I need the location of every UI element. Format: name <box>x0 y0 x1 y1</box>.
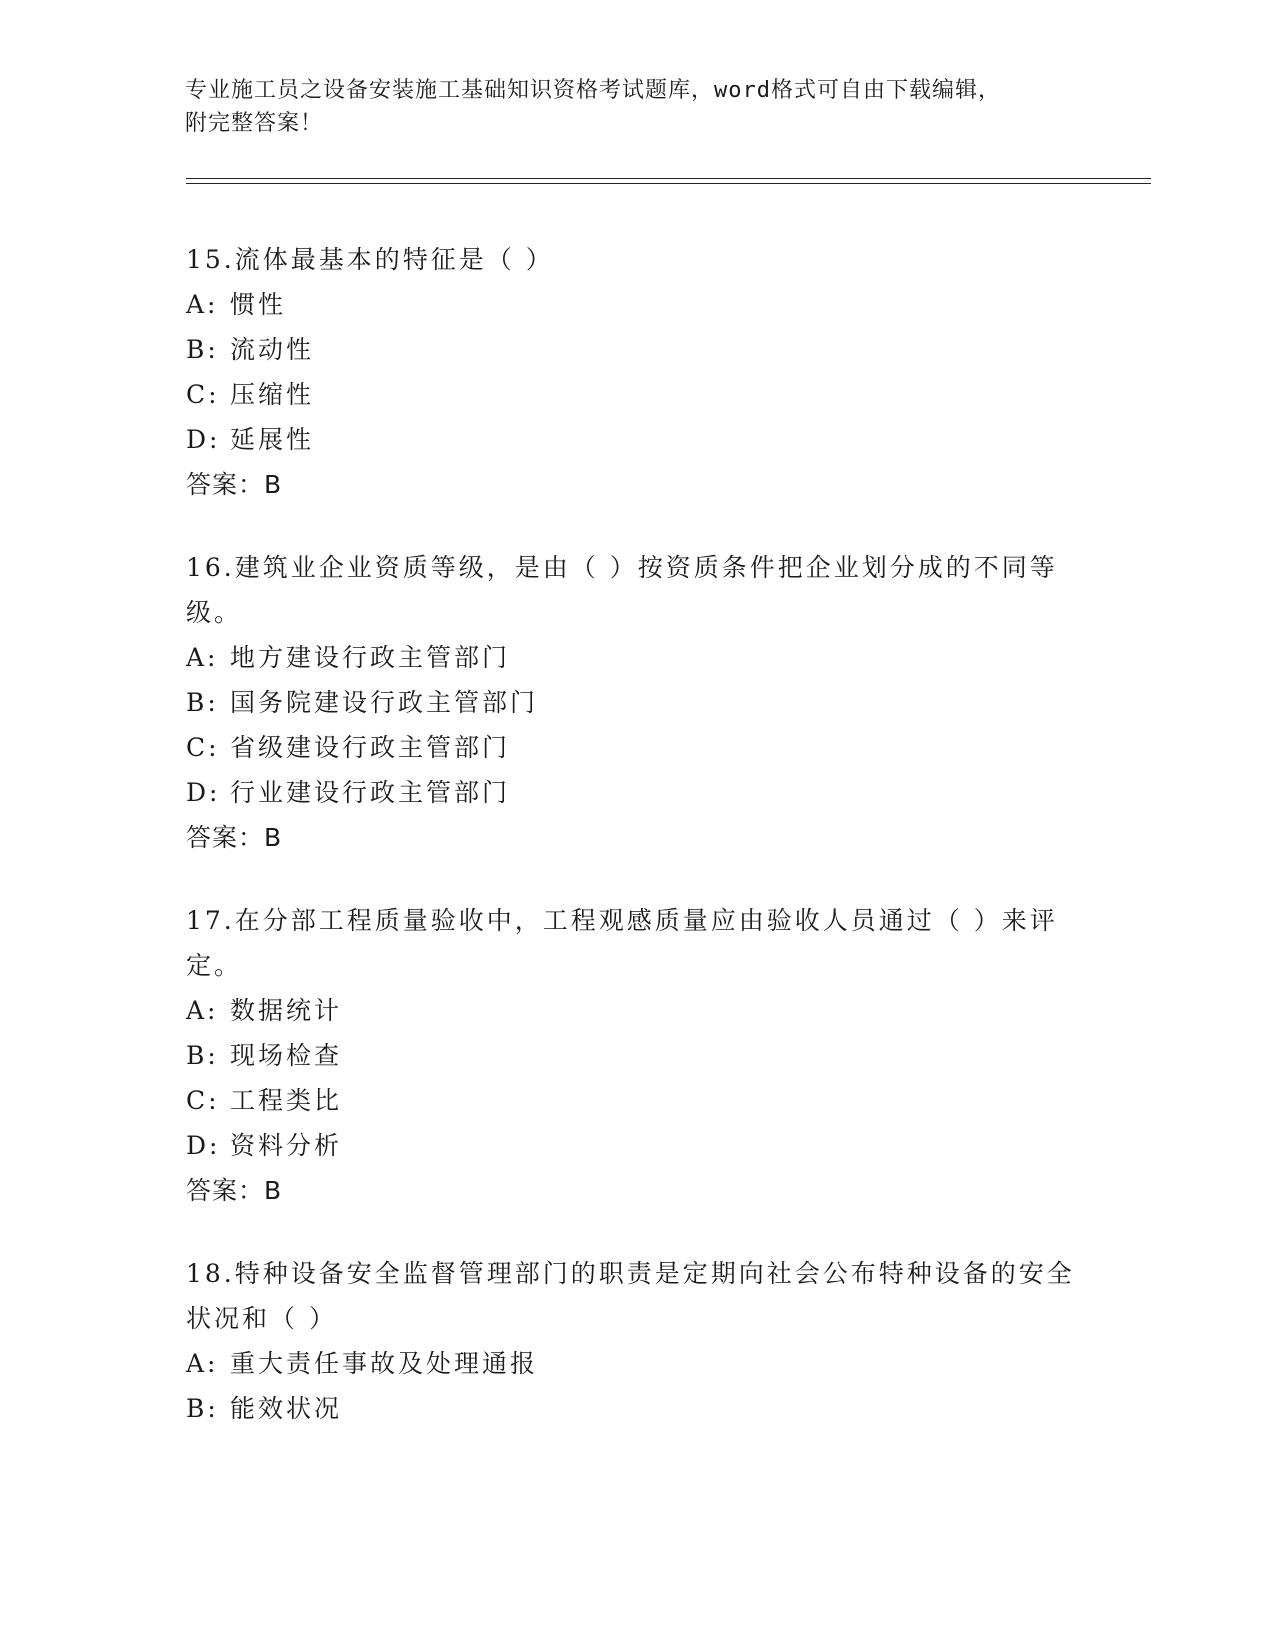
option-letter: C: <box>186 1086 220 1115</box>
option-b <box>186 1386 1086 1431</box>
answer-label: 答案：B <box>186 1176 283 1205</box>
option-text: 重大责任事故及处理通报 <box>230 1349 539 1378</box>
option-text: 资料分析 <box>230 1131 343 1160</box>
question-stem: 15.流体最基本的特征是（ ） <box>186 245 554 274</box>
option-a <box>186 635 1086 680</box>
document-header <box>185 74 1065 140</box>
option-letter: B: <box>186 688 219 717</box>
option-text: 工程类比 <box>230 1086 343 1115</box>
option-d <box>186 770 1086 815</box>
option-text: 国务院建设行政主管部门 <box>230 688 539 717</box>
option-b <box>186 680 1086 725</box>
option-letter: C: <box>186 733 220 762</box>
option-letter: B: <box>186 1394 219 1423</box>
option-d <box>186 1123 1086 1168</box>
option-text: 行业建设行政主管部门 <box>230 778 511 807</box>
question-16 <box>186 545 1086 860</box>
option-d <box>186 417 1086 462</box>
option-text: 地方建设行政主管部门 <box>230 643 511 672</box>
option-letter: A: <box>186 996 219 1025</box>
option-a <box>186 988 1086 1033</box>
option-text: 惯性 <box>230 290 287 319</box>
header-line-1: 专业施工员之设备安装施工基础知识资格考试题库，word格式可自由下载编辑， <box>185 78 1001 103</box>
option-letter: D: <box>186 778 221 807</box>
header-line-2: 附完整答案！ <box>185 111 324 136</box>
option-text: 现场检查 <box>230 1041 343 1070</box>
option-text: 压缩性 <box>230 380 315 409</box>
option-c <box>186 1078 1086 1123</box>
option-text: 能效状况 <box>230 1394 343 1423</box>
option-c <box>186 725 1086 770</box>
option-letter: D: <box>186 425 221 454</box>
option-letter: A: <box>186 643 219 672</box>
question-stem: 18.特种设备安全监督管理部门的职责是定期向社会公布特种设备的安全状况和（ ） <box>186 1259 1075 1333</box>
question-stem: 17.在分部工程质量验收中，工程观感质量应由验收人员通过（ ）来评定。 <box>186 906 1058 980</box>
question-17 <box>186 898 1086 1213</box>
option-text: 延展性 <box>230 425 315 454</box>
question-stem: 16.建筑业企业资质等级，是由（ ）按资质条件把企业划分成的不同等级。 <box>186 553 1058 627</box>
question-15 <box>186 237 1086 507</box>
option-text: 省级建设行政主管部门 <box>230 733 511 762</box>
option-letter: B: <box>186 335 219 364</box>
question-list <box>186 237 1086 1469</box>
answer-label: 答案：B <box>186 823 283 852</box>
question-18 <box>186 1251 1086 1431</box>
answer-label: 答案：B <box>186 470 283 499</box>
option-text: 数据统计 <box>230 996 343 1025</box>
option-text: 流动性 <box>230 335 315 364</box>
option-letter: D: <box>186 1131 221 1160</box>
option-b <box>186 1033 1086 1078</box>
option-c <box>186 372 1086 417</box>
option-a <box>186 1341 1086 1386</box>
option-letter: A: <box>186 290 219 319</box>
header-divider-top <box>186 178 1151 179</box>
option-letter: C: <box>186 380 220 409</box>
option-a <box>186 282 1086 327</box>
option-letter: A: <box>186 1349 219 1378</box>
header-divider-bottom <box>186 183 1151 184</box>
option-b <box>186 327 1086 372</box>
option-letter: B: <box>186 1041 219 1070</box>
